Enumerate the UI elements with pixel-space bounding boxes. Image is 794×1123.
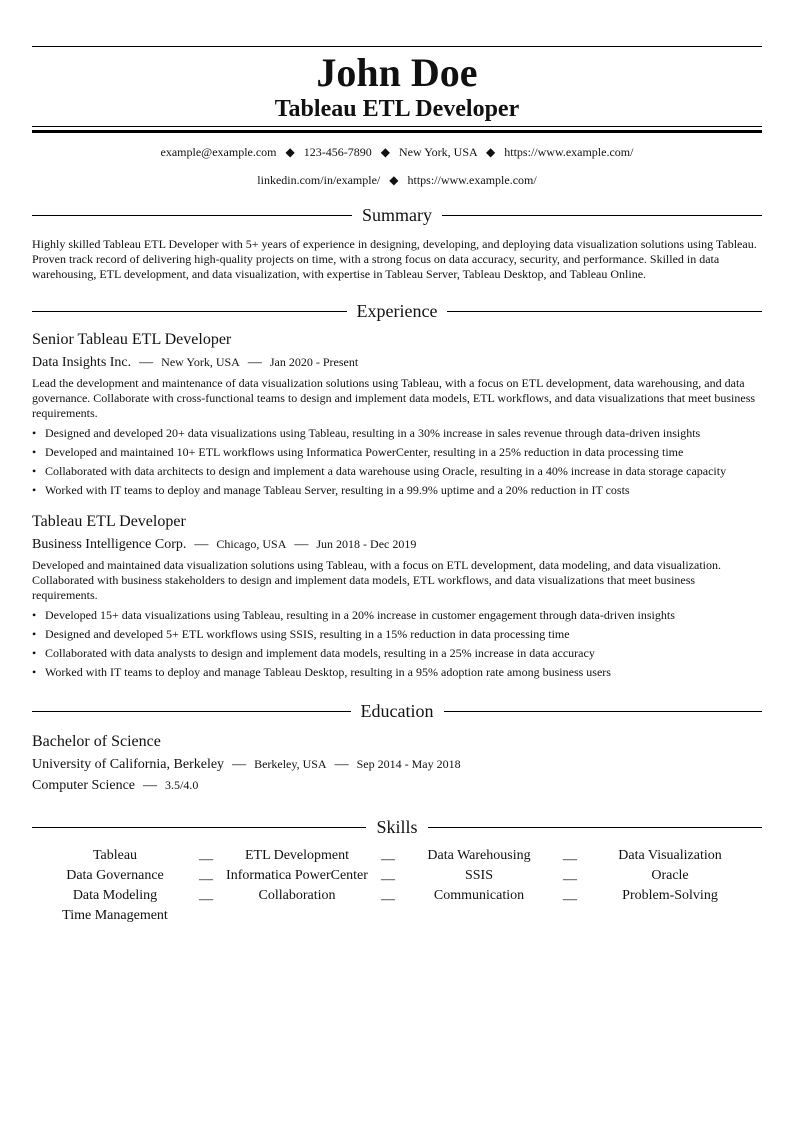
job-dates: Jun 2018 - Dec 2019 xyxy=(316,537,417,551)
skill-item: Problem-Solving xyxy=(622,888,718,903)
bullet-text: Designed and developed 20+ data visualizations using Tableau, resulting in a 30% increase in sales revenue through data-driven insights xyxy=(45,426,701,440)
divider xyxy=(447,311,762,312)
bullet-icon: • xyxy=(32,608,37,622)
dash-separator: — xyxy=(381,892,395,907)
bullet-text: Developed and maintained 10+ ETL workflows using Informatica PowerCenter, resulting in a 25% reduction in data processing time xyxy=(45,445,684,459)
gpa: 3.5/4.0 xyxy=(165,778,199,792)
bullet-text: Worked with IT teams to deploy and manage Tableau Server, resulting in a 99.9% uptime and a 20% reduction in IT costs xyxy=(45,483,630,497)
contact-info xyxy=(32,138,762,194)
job-company: Data Insights Inc. xyxy=(32,355,132,370)
skill-item: Tableau xyxy=(92,848,138,863)
job-title: Senior Tableau ETL Developer xyxy=(32,331,232,348)
skill-item: Time Management xyxy=(62,908,168,923)
divider xyxy=(32,311,347,312)
contact-line-1 xyxy=(32,138,762,166)
job-meta xyxy=(32,534,762,555)
dash-separator: — xyxy=(247,355,262,370)
dash-separator: — xyxy=(381,852,395,867)
divider xyxy=(442,215,762,216)
field-of-study: Computer Science xyxy=(32,778,136,793)
diamond-separator-icon: ◆ xyxy=(285,145,295,159)
bullet-icon: • xyxy=(32,483,37,497)
list-item xyxy=(32,443,762,462)
divider xyxy=(444,711,763,712)
header-double-rule xyxy=(32,126,762,133)
skill-item: Collaboration xyxy=(258,888,336,903)
job-location: New York, USA xyxy=(161,355,240,369)
education-meta xyxy=(32,754,762,775)
education-field-line xyxy=(32,775,762,796)
job-meta xyxy=(32,352,762,373)
job-bullets xyxy=(32,424,762,500)
bullet-icon: • xyxy=(32,665,37,679)
contact-line-2 xyxy=(32,166,762,194)
dash-separator: — xyxy=(294,537,309,552)
diamond-separator-icon: ◆ xyxy=(389,173,399,187)
summary-text: Highly skilled Tableau ETL Developer with 5+ years of experience in designing, developing, and deploying data visualization solutions using Tableau. Proven track record of delivering high-quality projects on time, with a strong focus on data accuracy, security, and performance. Skilled in data warehousing, ETL development, and data visualization, with expertise in Tableau Server, Tableau Desktop, and Tableau Online. xyxy=(32,237,757,281)
diamond-separator-icon: ◆ xyxy=(380,145,390,159)
job-description: Developed and maintained data visualization solutions using Tableau, with a focus on ETL development, data modeling, and data visualization. Collaborated with business stakeholders to design and implement data models, ETL workflows, and data visualizations that meet business requirements. xyxy=(32,558,721,602)
section-header-summary xyxy=(32,202,762,228)
school: University of California, Berkeley xyxy=(32,757,225,772)
dash-separator: — xyxy=(232,757,247,772)
bullet-icon: • xyxy=(32,627,37,641)
job-location: Chicago, USA xyxy=(216,537,287,551)
contact-linkedin[interactable]: linkedin.com/in/example/ xyxy=(257,173,381,187)
dash-separator: — xyxy=(334,757,349,772)
bullet-text: Designed and developed 5+ ETL workflows using SSIS, resulting in a 15% reduction in data processing time xyxy=(45,627,570,641)
section-title-skills: Skills xyxy=(376,817,418,837)
job-bullets xyxy=(32,606,762,682)
list-item xyxy=(32,644,762,663)
dash-separator: — xyxy=(199,892,213,907)
resume-page xyxy=(32,0,762,926)
list-item xyxy=(32,625,762,644)
skill-item: Oracle xyxy=(651,868,689,883)
contact-website[interactable]: https://www.example.com/ xyxy=(504,145,634,159)
bullet-icon: • xyxy=(32,445,37,459)
education-entry xyxy=(32,732,762,796)
skills-grid xyxy=(32,846,762,926)
dash-separator: — xyxy=(381,872,395,887)
degree: Bachelor of Science xyxy=(32,733,161,750)
school-location: Berkeley, USA xyxy=(254,757,327,771)
education-dates: Sep 2014 - May 2018 xyxy=(356,757,461,771)
list-item xyxy=(32,481,762,500)
dash-separator: — xyxy=(563,892,577,907)
job-dates: Jan 2020 - Present xyxy=(269,355,359,369)
contact-website-2[interactable]: https://www.example.com/ xyxy=(407,173,537,187)
section-header-skills xyxy=(32,814,762,840)
bullet-icon: • xyxy=(32,464,37,478)
section-title-experience: Experience xyxy=(356,301,438,321)
candidate-name: John Doe xyxy=(316,50,478,95)
dash-separator: — xyxy=(199,852,213,867)
skill-item: Informatica PowerCenter xyxy=(226,868,368,883)
diamond-separator-icon: ◆ xyxy=(486,145,496,159)
bullet-icon: • xyxy=(32,426,37,440)
divider xyxy=(428,827,762,828)
job-entry xyxy=(32,512,762,682)
job-title: Tableau ETL Developer xyxy=(32,513,186,530)
dash-separator: — xyxy=(194,537,209,552)
dash-separator: — xyxy=(139,355,154,370)
top-rule xyxy=(32,46,762,47)
skill-item: Data Warehousing xyxy=(427,848,531,863)
bullet-text: Collaborated with data architects to design and implement a data warehouse using Oracle, resulting in a 40% increase in data storage capacity xyxy=(45,464,727,478)
bullet-icon: • xyxy=(32,646,37,660)
contact-location: New York, USA xyxy=(399,145,478,159)
job-description: Lead the development and maintenance of data visualization solutions using Tableau, with a focus on ETL development, data warehousing, and data governance. Collaborate with cross-functional teams to design and implement data models, ETL workflows, and data visualizations that meet business requirements. xyxy=(32,376,756,420)
dash-separator: — xyxy=(563,872,577,887)
contact-email[interactable]: example@example.com xyxy=(160,145,277,159)
skill-item: SSIS xyxy=(464,868,494,883)
dash-separator: — xyxy=(143,778,158,793)
divider xyxy=(32,827,366,828)
dash-separator: — xyxy=(199,872,213,887)
skill-item: Data Modeling xyxy=(72,888,158,903)
bullet-text: Developed 15+ data visualizations using Tableau, resulting in a 20% increase in customer engagement through data-driven insights xyxy=(45,608,675,622)
divider xyxy=(32,215,352,216)
section-title-summary: Summary xyxy=(362,205,432,225)
section-header-experience xyxy=(32,298,762,324)
list-item xyxy=(32,462,762,481)
contact-phone[interactable]: 123-456-7890 xyxy=(303,145,372,159)
list-item xyxy=(32,663,762,682)
skill-item: Communication xyxy=(433,888,525,903)
list-item xyxy=(32,606,762,625)
candidate-title: Tableau ETL Developer xyxy=(274,96,520,122)
job-company: Business Intelligence Corp. xyxy=(32,537,187,552)
bullet-text: Worked with IT teams to deploy and manage Tableau Desktop, resulting in a 95% adoption rate among business users xyxy=(45,665,611,679)
skill-item: Data Visualization xyxy=(618,848,722,863)
list-item xyxy=(32,424,762,443)
section-title-education: Education xyxy=(360,701,434,721)
divider xyxy=(32,711,351,712)
dash-separator: — xyxy=(563,852,577,867)
bullet-text: Collaborated with data analysts to design and implement data models, resulting in a 25% increase in data accuracy xyxy=(45,646,595,660)
section-header-education xyxy=(32,698,762,724)
skill-item: ETL Development xyxy=(244,848,350,863)
job-entry xyxy=(32,330,762,500)
skill-item: Data Governance xyxy=(66,868,164,883)
